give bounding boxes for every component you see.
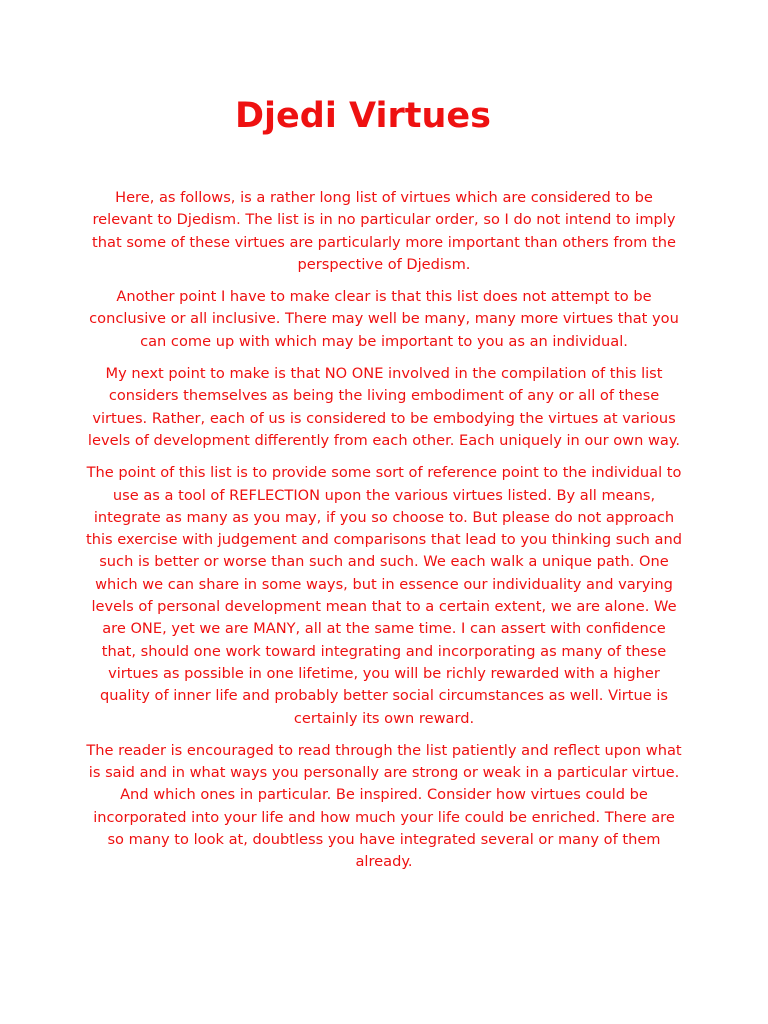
paragraph-purpose: The point of this list is to provide some sort of reference point to the individual to use as a tool of REFLECTION upon the various virtues listed. By all means, integrate as many as you may, if you so choose to. But please do not approach this exercise with judgement and comparisons that lead to you thinking such and such is better or worse than such and such. We each walk a unique path. One which we can share in some ways, but in essence our individuality and varying levels of personal development mean that to a certain extent, we are alone. We are ONE, yet we are MANY, all at the same time. I can assert with confidence that, should one work toward integrating and incorporating as many of these virtues as possible in one lifetime, you will be richly rewarded with a higher quality of inner life and probably better social circumstances as well. Virtue is certainly its own reward. [86,464,682,727]
document-body [84,187,684,884]
paragraph-intro: Here, as follows, is a rather long list of virtues which are considered to be relevant to Djedism. The list is in no particular order, so I do not intend to imply that some of these virtues are particularly more important than others from the perspective of Djedism. [92,189,676,273]
paragraph-encouragement: The reader is encouraged to read through the list patiently and reflect upon what is said and in what ways you personally are strong or weak in a particular virtue. And which ones in particular. Be inspired. Consider how virtues could be incorporated into your life and how much your life could be enriched. There are so many to look at, doubtless you have integrated several or many of them already. [86,741,682,871]
paragraph-no-one: My next point to make is that NO ONE involved in the compilation of this list considers themselves as being the living embodiment of any or all of these virtues. Rather, each of us is considered to be embodying the virtues at various levels of development differently from each other. Each uniquely in our own way. [87,365,681,449]
document-title: Djedi Virtues [235,96,491,136]
paragraph-not-conclusive: Another point I have to make clear is that this list does not attempt to be conclusive or all inclusive. There may well be many, many more virtues that you can come up with which may be important to you as an individual. [89,288,679,350]
